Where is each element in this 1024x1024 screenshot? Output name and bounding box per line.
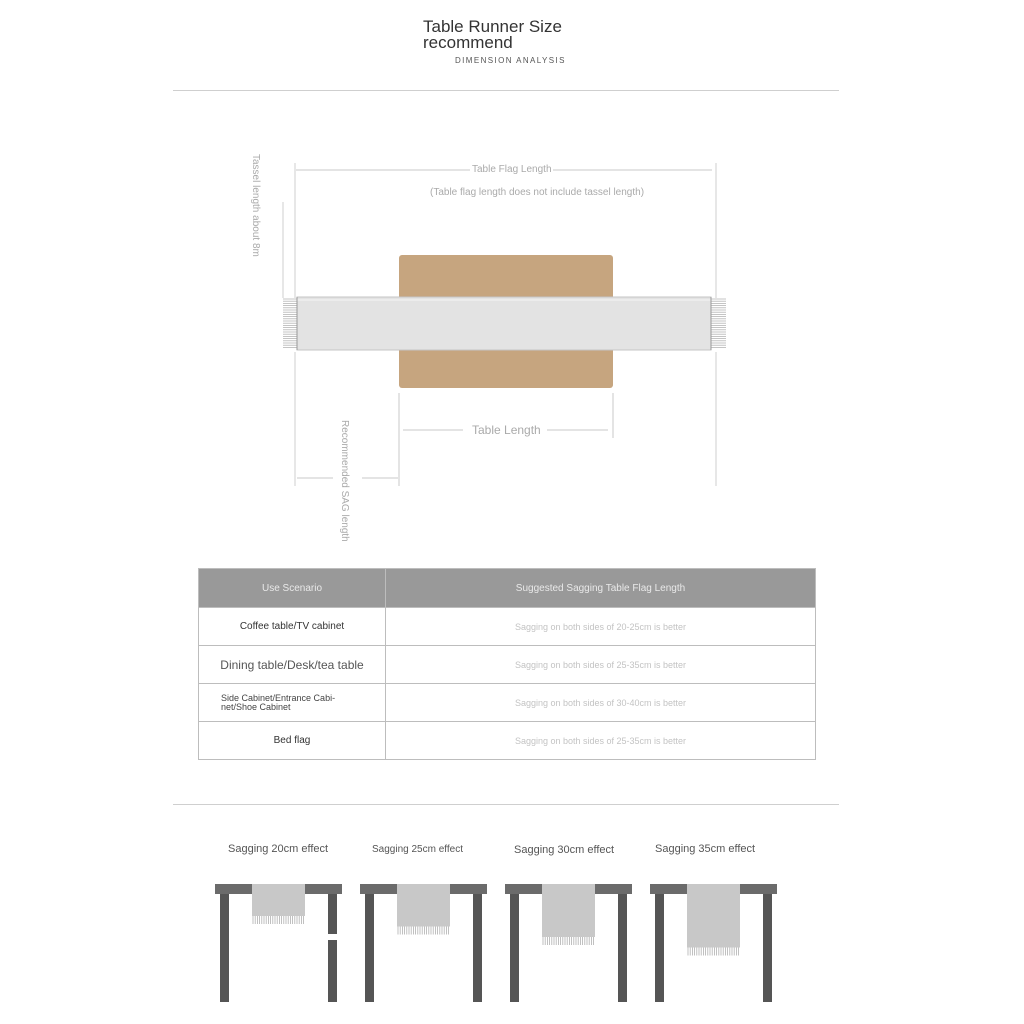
size-table <box>198 568 816 760</box>
table-row <box>199 646 816 684</box>
effect-runner <box>687 884 740 948</box>
table-header-row <box>199 569 816 608</box>
header-suggested-length: Suggested Sagging Table Flag Length <box>386 569 816 608</box>
suggestion-cell: Sagging on both sides of 20-25cm is better <box>386 608 816 646</box>
title-line: Table Runner Size recommend <box>423 17 562 52</box>
table-runner <box>297 297 711 350</box>
header-use-scenario: Use Scenario <box>199 569 386 608</box>
effect-runner <box>542 884 595 937</box>
suggestion-cell: Sagging on both sides of 30-40cm is better <box>386 684 816 722</box>
sagging-effects-drawing <box>215 884 777 1002</box>
effect-label-35: Sagging 35cm effect <box>655 843 756 855</box>
effect-table-leg <box>510 894 519 1002</box>
effect-label-30: Sagging 30cm effect <box>514 844 615 856</box>
table-row <box>199 608 816 646</box>
scenario-cell: Coffee table/TV cabinet <box>199 608 386 646</box>
scenario-cell: Dining table/Desk/tea table <box>199 646 386 684</box>
tassel-left <box>283 297 297 350</box>
scenario-text: Side Cabinet/Entrance Cabi-net/Shoe Cabinet <box>221 692 336 712</box>
effect-table-leg <box>763 894 772 1002</box>
effect-table-leg <box>473 894 482 1002</box>
effect-runner <box>252 884 305 916</box>
effect-table-leg <box>328 894 337 934</box>
effect-label-20: Sagging 20cm effect <box>228 843 329 855</box>
effect-table-leg <box>328 940 337 1002</box>
tassel-right <box>711 297 726 350</box>
effect-runner <box>397 884 450 927</box>
bottom-divider <box>173 804 839 805</box>
page-subtitle: DIMENSION ANALYSIS <box>455 56 566 65</box>
scenario-cell <box>199 684 386 722</box>
effect-label-25: Sagging 25cm effect <box>372 844 463 855</box>
suggestion-cell: Sagging on both sides of 25-35cm is better <box>386 722 816 760</box>
effect-table-leg <box>365 894 374 1002</box>
suggestion-cell: Sagging on both sides of 25-35cm is better <box>386 646 816 684</box>
table-row <box>199 684 816 722</box>
scenario-cell: Bed flag <box>199 722 386 760</box>
flag-length-note: (Table flag length does not include tassel length) <box>430 187 645 198</box>
effect-table-leg <box>618 894 627 1002</box>
table-row <box>199 722 816 760</box>
table-length-label: Table Length <box>472 423 541 437</box>
effect-table-leg <box>655 894 664 1002</box>
sag-length-label: Recommended SAG length <box>339 420 350 542</box>
flag-length-label: Table Flag Length <box>472 164 552 175</box>
effect-table-leg <box>220 894 229 1002</box>
tassel-length-label: Tassel length about 8m <box>250 154 261 257</box>
